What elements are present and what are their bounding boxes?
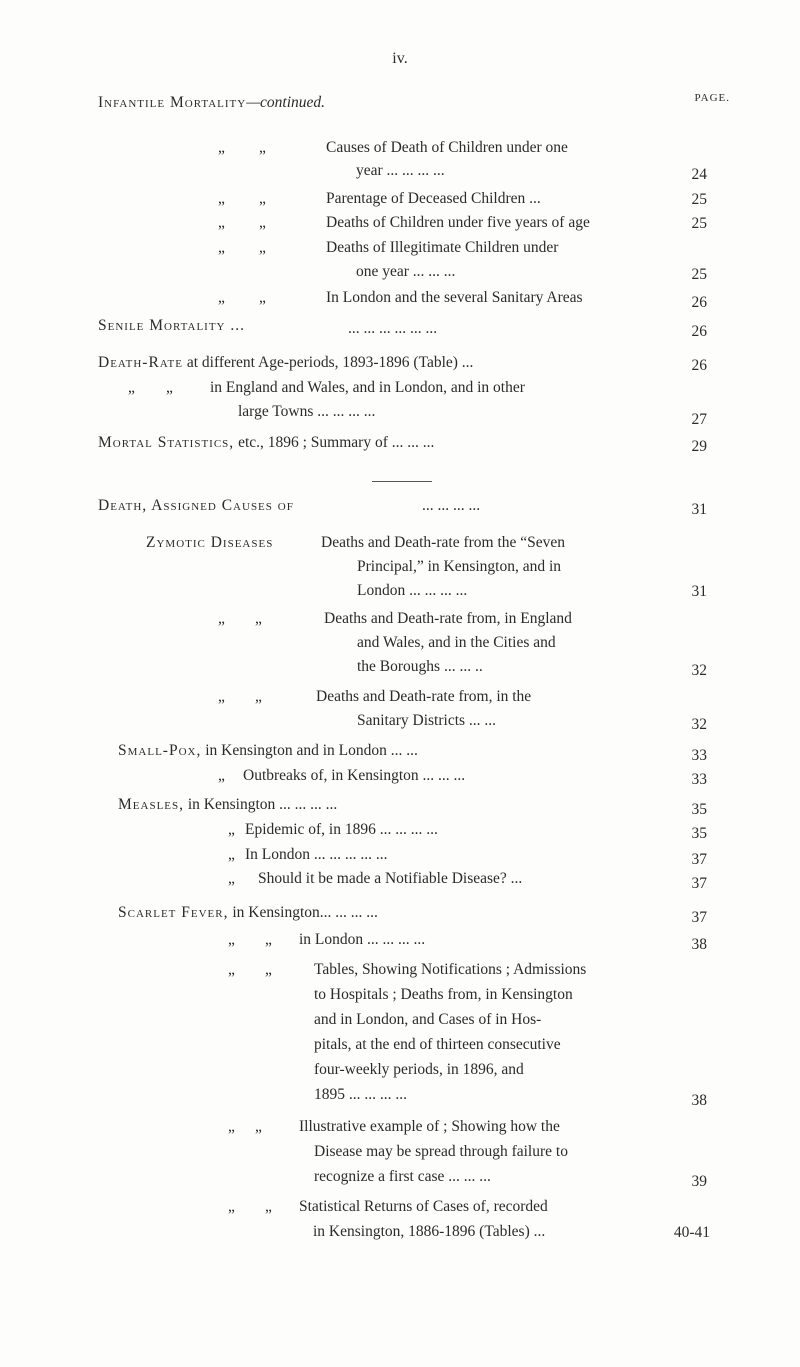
ditto-mark: „	[228, 931, 235, 948]
assigned-heading: Death, Assigned Causes of	[98, 497, 294, 514]
ditto-mark: „	[265, 1198, 272, 1215]
entry-line: in Kensington and in London ... ...	[205, 742, 418, 759]
page-column-header: PAGE.	[694, 92, 730, 104]
entry-line: Outbreaks of, in Kensington ... ... ...	[243, 767, 466, 784]
ditto-mark: „	[218, 214, 225, 231]
entry-line: Should it be made a Notifiable Disease? ...	[258, 870, 523, 887]
entry-line: Deaths of Children under five years of age	[326, 214, 590, 231]
ditto-mark: „	[259, 190, 266, 207]
entry-page: 27	[691, 411, 707, 428]
measles-entry	[118, 795, 337, 814]
entry-page: 32	[691, 716, 707, 733]
death-rate-heading: Death-Rate	[98, 354, 183, 371]
ditto-mark: „	[218, 610, 225, 627]
ditto-mark: „	[218, 139, 225, 156]
scarlet-entry	[118, 903, 378, 922]
ditto-mark: „	[265, 961, 272, 978]
ditto-mark: „	[228, 1198, 235, 1215]
entry-line: to Hospitals ; Deaths from, in Kensington	[314, 986, 573, 1003]
entry-page: 26	[691, 357, 707, 374]
ditto-mark: „	[228, 870, 235, 887]
entry-line: London ... ... ... ...	[357, 582, 468, 599]
entry-page: 31	[691, 501, 707, 518]
ditto-mark: „	[255, 1118, 262, 1135]
mortal-entry	[98, 433, 434, 452]
ditto-mark: „	[166, 379, 173, 396]
entry-page: 38	[691, 1092, 707, 1109]
entry-line: one year ... ... ...	[356, 263, 456, 280]
entry-page: 35	[691, 801, 707, 818]
entry-line: at different Age-periods, 1893-1896 (Table) ...	[186, 354, 474, 371]
entry-page: 31	[691, 583, 707, 600]
entry-line: Deaths and Death-rate from, in England	[324, 610, 572, 627]
entry-line: in Kensington, 1886-1896 (Tables) ...	[313, 1223, 546, 1240]
entry-page: 33	[691, 747, 707, 764]
ditto-mark: „	[228, 846, 235, 863]
ditto-mark: „	[255, 688, 262, 705]
entry-line: Principal,” in Kensington, and in	[357, 558, 562, 575]
entry-line: and Wales, and in the Cities and	[357, 634, 556, 651]
senile-heading: Senile Mortality ...	[98, 317, 245, 334]
entry-line: Causes of Death of Children under one	[326, 139, 568, 156]
entry-line: Disease may be spread through failure to	[314, 1143, 568, 1160]
measles-heading: Measles,	[118, 796, 184, 813]
entry-page: 37	[691, 909, 707, 926]
entry-page: 39	[691, 1173, 707, 1190]
entry-line: Sanitary Districts ... ...	[357, 712, 497, 729]
ditto-mark: „	[259, 139, 266, 156]
entry-page: 38	[691, 936, 707, 953]
entry-line: the Boroughs ... ... ..	[357, 658, 483, 675]
entry-page: 37	[691, 875, 707, 892]
ditto-mark: „	[218, 767, 225, 784]
entry-line: year ... ... ... ...	[356, 162, 445, 179]
smallpox-entry	[118, 741, 418, 760]
entry-page: 35	[691, 825, 707, 842]
ditto-mark: „	[228, 821, 235, 838]
page-number: iv.	[392, 50, 408, 67]
entry-page: 26	[691, 323, 707, 340]
ditto-mark: „	[218, 289, 225, 306]
entry-line: Statistical Returns of Cases of, recorded	[299, 1198, 548, 1215]
ditto-mark: „	[218, 239, 225, 256]
entry-page: 25	[691, 215, 707, 232]
entry-line: large Towns ... ... ... ...	[238, 403, 376, 420]
ditto-mark: „	[128, 379, 135, 396]
infantile-heading-text: Infantile Mortality	[98, 94, 247, 111]
entry-page: 25	[691, 191, 707, 208]
ditto-mark: „	[259, 214, 266, 231]
entry-page: 26	[691, 294, 707, 311]
entry-line: Deaths and Death-rate from the “Seven	[321, 534, 566, 551]
leader-dots: ... ... ... ... ... ...	[348, 320, 438, 337]
zymotic-heading: Zymotic Diseases	[146, 534, 274, 551]
entry-line: Deaths of Illegitimate Children under	[326, 239, 559, 256]
entry-line: Parentage of Deceased Children ...	[326, 190, 541, 207]
entry-line: in London ... ... ... ...	[299, 931, 426, 948]
ditto-mark: „	[259, 289, 266, 306]
leader-dots: ... ... ... ...	[422, 497, 481, 514]
scarlet-heading: Scarlet Fever,	[118, 904, 229, 921]
entry-line: In London and the several Sanitary Areas	[326, 289, 583, 306]
ditto-mark: „	[228, 1118, 235, 1135]
smallpox-heading: Small-Pox,	[118, 742, 202, 759]
infantile-heading-suffix: —continued.	[246, 94, 326, 111]
infantile-heading	[98, 93, 325, 112]
ditto-mark: „	[255, 610, 262, 627]
entry-page: 25	[691, 266, 707, 283]
ditto-mark: „	[218, 688, 225, 705]
entry-line: recognize a first case ... ... ...	[314, 1168, 491, 1185]
entry-line: Deaths and Death-rate from, in the	[316, 688, 532, 705]
ditto-mark: „	[259, 239, 266, 256]
entry-page: 33	[691, 771, 707, 788]
entry-page: 32	[691, 662, 707, 679]
entry-page: 37	[691, 851, 707, 868]
entry-page: 24	[691, 166, 707, 183]
entry-line: in England and Wales, and in London, and in other	[210, 379, 525, 396]
entry-line: 1895 ... ... ... ...	[314, 1086, 407, 1103]
ditto-mark: „	[228, 961, 235, 978]
entry-line: In London ... ... ... ... ...	[245, 846, 388, 863]
entry-line: pitals, at the end of thirteen consecutive	[314, 1036, 561, 1053]
entry-line: in Kensington ... ... ... ...	[187, 796, 338, 813]
entry-line: Tables, Showing Notifications ; Admissions	[314, 961, 587, 978]
section-divider	[372, 481, 432, 482]
entry-line: and in London, and Cases of in Hos-	[314, 1011, 542, 1028]
entry-page: 40-41	[673, 1224, 710, 1241]
ditto-mark: „	[218, 190, 225, 207]
ditto-mark: „	[265, 931, 272, 948]
entry-line: four-weekly periods, in 1896, and	[314, 1061, 524, 1078]
mortal-heading: Mortal Statistics,	[98, 434, 235, 451]
entry-line: etc., 1896 ; Summary of ... ... ...	[238, 434, 435, 451]
entry-line: Epidemic of, in 1896 ... ... ... ...	[245, 821, 438, 838]
death-rate-entry	[98, 353, 473, 372]
entry-line: in Kensington... ... ... ...	[232, 904, 378, 921]
entry-page: 29	[691, 438, 707, 455]
entry-line: Illustrative example of ; Showing how the	[299, 1118, 560, 1135]
